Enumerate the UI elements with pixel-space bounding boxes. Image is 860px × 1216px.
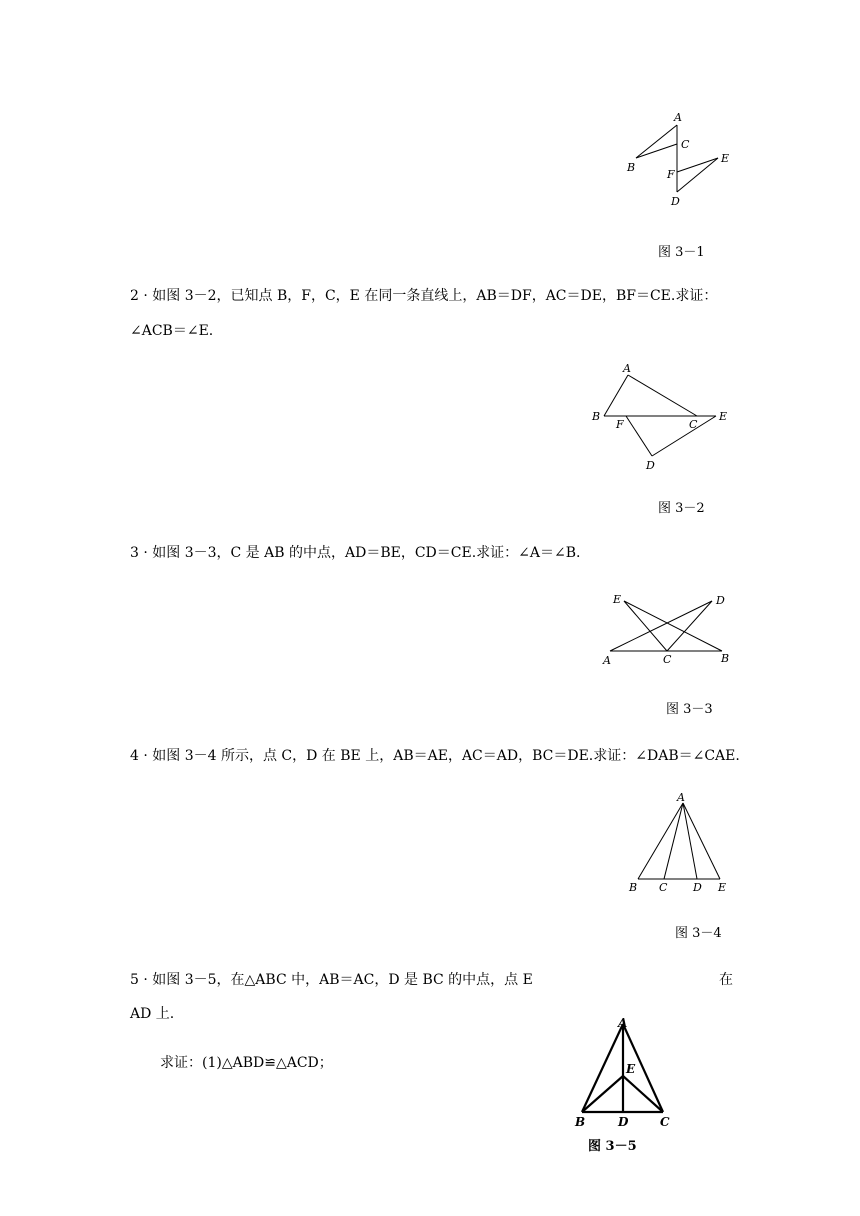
segment-ab (582, 1024, 623, 1112)
figure-3-5-caption: 图 3－5 (588, 1139, 637, 1154)
label-d: D (618, 1115, 629, 1129)
label-e: E (613, 593, 622, 606)
label-f: F (616, 418, 624, 431)
problem-5-line-3: 求证：(1)△ABD≌△ACD； (160, 1055, 333, 1071)
label-b: B (627, 161, 636, 174)
label-c: C (659, 881, 668, 894)
figure-3-3-caption: 图 3－3 (666, 702, 713, 717)
label-a: A (674, 111, 682, 124)
figure-3-1-caption: 图 3－1 (658, 245, 705, 260)
label-d: D (716, 594, 725, 607)
label-c: C (681, 138, 690, 151)
figure-3-2-caption: 图 3－2 (658, 501, 705, 516)
problem-5-line-2: AD 上. (130, 1006, 175, 1022)
label-b: B (575, 1115, 586, 1129)
label-b: B (721, 652, 730, 665)
label-b: B (629, 881, 638, 894)
label-e: E (626, 1062, 636, 1076)
label-d: D (693, 881, 702, 894)
label-a: A (603, 654, 611, 667)
label-e: E (719, 410, 728, 423)
problem-2-line-2: ∠ACB＝∠E. (130, 323, 214, 339)
label-a: A (623, 362, 631, 375)
segment-ce (623, 1076, 663, 1112)
label-d: D (646, 459, 655, 472)
problem-3-line-1: 3 · 如图 3－3，C 是 AB 的中点，AD＝BE，CD＝CE.求证：∠A＝∠B. (130, 545, 581, 561)
label-a: A (677, 791, 685, 804)
segment-be (582, 1076, 623, 1112)
problem-4-line-1: 4 · 如图 3－4 所示，点 C，D 在 BE 上，AB＝AE，AC＝AD，BC＝DE.求证：∠DAB＝∠CAE. (130, 748, 740, 764)
label-c: C (689, 418, 698, 431)
figure-3-4-caption: 图 3－4 (675, 926, 722, 941)
label-b: B (592, 410, 601, 423)
label-a: A (618, 1016, 628, 1030)
problem-5-line-1: 5 · 如图 3－5，在△ABC 中，AB＝AC，D 是 BC 的中点，点 E (130, 972, 533, 988)
label-e: E (721, 152, 730, 165)
label-d: D (671, 195, 680, 208)
problem-2-line-1: 2 · 如图 3－2，已知点 B，F，C，E 在同一条直线上，AB＝DF，AC＝DE，BF＝CE.求证： (130, 288, 718, 304)
label-c: C (663, 653, 672, 666)
label-c: C (660, 1115, 670, 1129)
label-e: E (718, 881, 727, 894)
label-f: F (667, 168, 675, 181)
problem-5-line-1-tail: 在 (719, 972, 733, 988)
